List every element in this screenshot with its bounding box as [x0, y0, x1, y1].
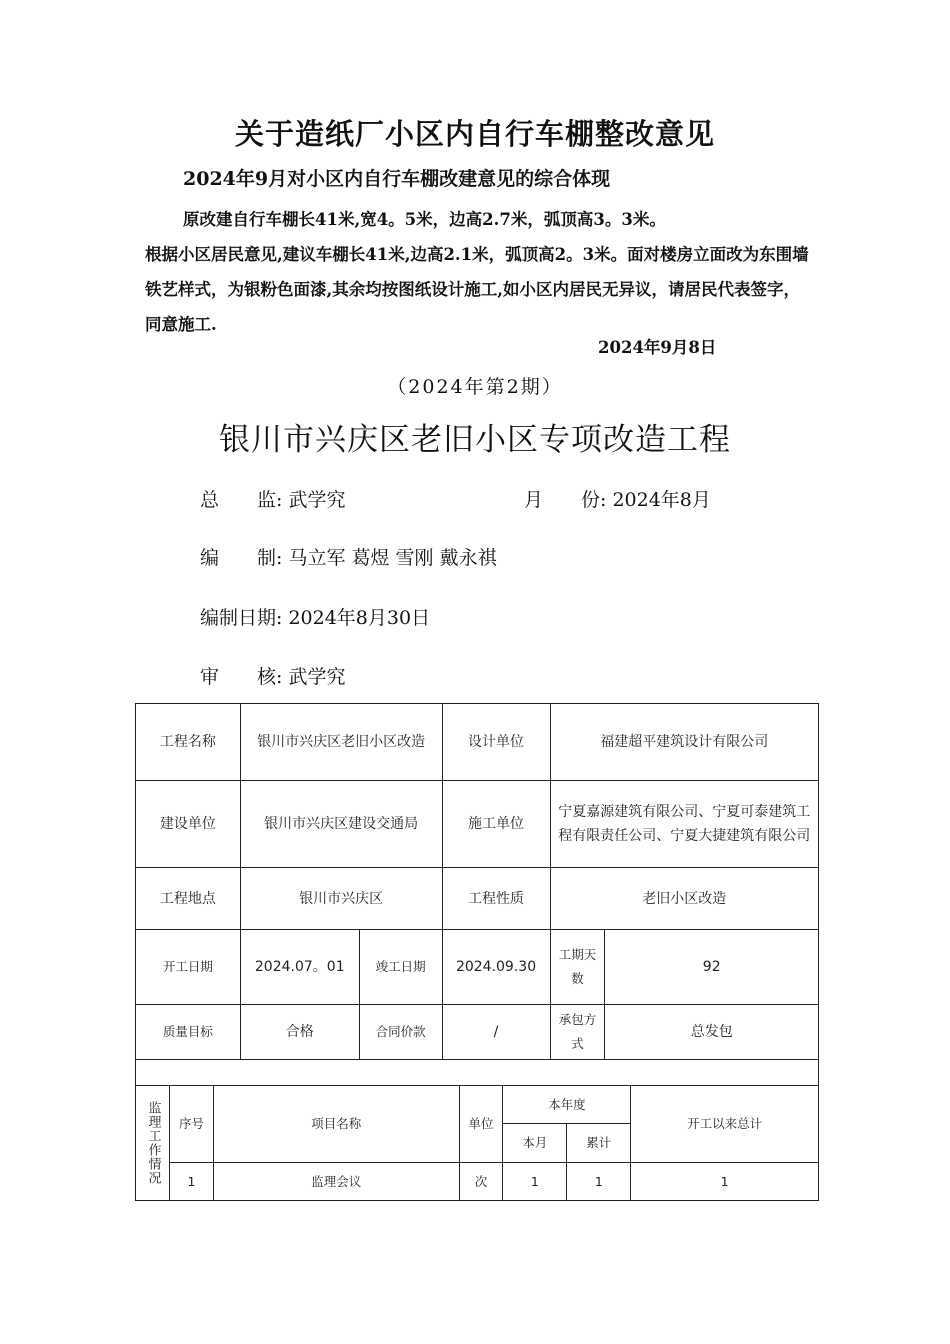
contract-mode: 总发包 — [605, 1005, 819, 1060]
report-issue: （2024年第2期） — [387, 376, 563, 398]
month-row — [524, 485, 711, 512]
report-title: 银川市兴庆区老旧小区专项改造工程 — [219, 422, 731, 458]
nature: 老旧小区改造 — [550, 868, 819, 930]
table-row — [136, 930, 819, 1005]
duration-label: 工期天数 — [550, 930, 605, 1005]
compile-date-label: 编制日期: — [200, 607, 283, 629]
table-row — [136, 868, 819, 930]
compiler-label: 编 制: — [200, 547, 283, 569]
design-unit-label: 设计单位 — [442, 704, 550, 781]
director-value: 武学究 — [288, 489, 346, 511]
reviewer-value: 武学究 — [288, 666, 346, 688]
finish-date-label: 竣工日期 — [359, 930, 442, 1005]
contract-price: / — [442, 1005, 550, 1060]
design-unit: 福建超平建筑设计有限公司 — [550, 704, 819, 781]
table-row-empty — [136, 1060, 819, 1086]
compiler-value: 马立军 葛煜 雪刚 戴永祺 — [288, 547, 497, 569]
contractor: 宁夏嘉源建筑有限公司、宁夏可泰建筑工程有限责任公司、宁夏大捷建筑有限公司 — [550, 781, 819, 868]
location-label: 工程地点 — [136, 868, 241, 930]
owner-label: 建设单位 — [136, 781, 241, 868]
supervision-side-label: 监理工作情况 — [136, 1086, 170, 1201]
since-start-header: 开工以来总计 — [631, 1086, 819, 1163]
row-unit: 次 — [459, 1163, 503, 1201]
item-header: 项目名称 — [213, 1086, 459, 1163]
owner: 银川市兴庆区建设交通局 — [240, 781, 442, 868]
project-name-label: 工程名称 — [136, 704, 241, 781]
project-name: 银川市兴庆区老旧小区改造 — [240, 704, 442, 781]
row-item: 监理会议 — [213, 1163, 459, 1201]
compile-date-value: 2024年8月30日 — [288, 607, 431, 629]
table-row — [136, 704, 819, 781]
notice-paragraph-line1: 原改建自行车棚长41米,宽4。5米，边高2.7米，弧顶高3。3米。 — [183, 210, 666, 229]
project-info-table — [135, 703, 819, 1086]
quality: 合格 — [240, 1005, 359, 1060]
director-label: 总 监: — [200, 489, 283, 511]
this-month-header: 本月 — [503, 1124, 567, 1163]
notice-paragraph-body: 根据小区居民意见,建议车棚长41米,边高2.1米，弧顶高2。3米。面对楼房立面改为东围墙铁艺样式，为银粉色面漆,其余均按图纸设计施工,如小区内居民无异议，请居民代表签字，同意施工. — [145, 245, 809, 334]
seq-header: 序号 — [169, 1086, 213, 1163]
unit-header: 单位 — [459, 1086, 503, 1163]
notice-title: 关于造纸厂小区内自行车棚整改意见 — [234, 117, 715, 151]
row-seq: 1 — [169, 1163, 213, 1201]
table-row — [136, 1086, 819, 1124]
table-row — [136, 1163, 819, 1201]
start-date-label: 开工日期 — [136, 930, 241, 1005]
location: 银川市兴庆区 — [240, 868, 442, 930]
supervision-table — [135, 1085, 819, 1201]
nature-label: 工程性质 — [442, 868, 550, 930]
row-cumulative: 1 — [567, 1163, 631, 1201]
director-row — [200, 485, 345, 512]
row-this-month: 1 — [503, 1163, 567, 1201]
reviewer-row — [200, 662, 345, 689]
row-since-start: 1 — [631, 1163, 819, 1201]
notice-paragraph — [145, 202, 815, 342]
compile-date-row — [200, 603, 430, 630]
contract-mode-label: 承包方式 — [550, 1005, 605, 1060]
finish-date: 2024.09.30 — [442, 930, 550, 1005]
compiler-row — [200, 543, 497, 570]
contract-price-label: 合同价款 — [359, 1005, 442, 1060]
notice-subtitle: 2024年9月对小区内自行车棚改建意见的综合体现 — [183, 168, 611, 190]
month-value: 2024年8月 — [612, 489, 711, 511]
month-label: 月 份: — [524, 489, 607, 511]
reviewer-label: 审 核: — [200, 666, 283, 688]
start-date: 2024.07。01 — [240, 930, 359, 1005]
quality-label: 质量目标 — [136, 1005, 241, 1060]
cumulative-header: 累计 — [567, 1124, 631, 1163]
this-year-header: 本年度 — [503, 1086, 631, 1124]
table-row — [136, 781, 819, 868]
notice-date: 2024年9月8日 — [598, 338, 717, 357]
contractor-label: 施工单位 — [442, 781, 550, 868]
duration: 92 — [605, 930, 819, 1005]
table-row — [136, 1005, 819, 1060]
